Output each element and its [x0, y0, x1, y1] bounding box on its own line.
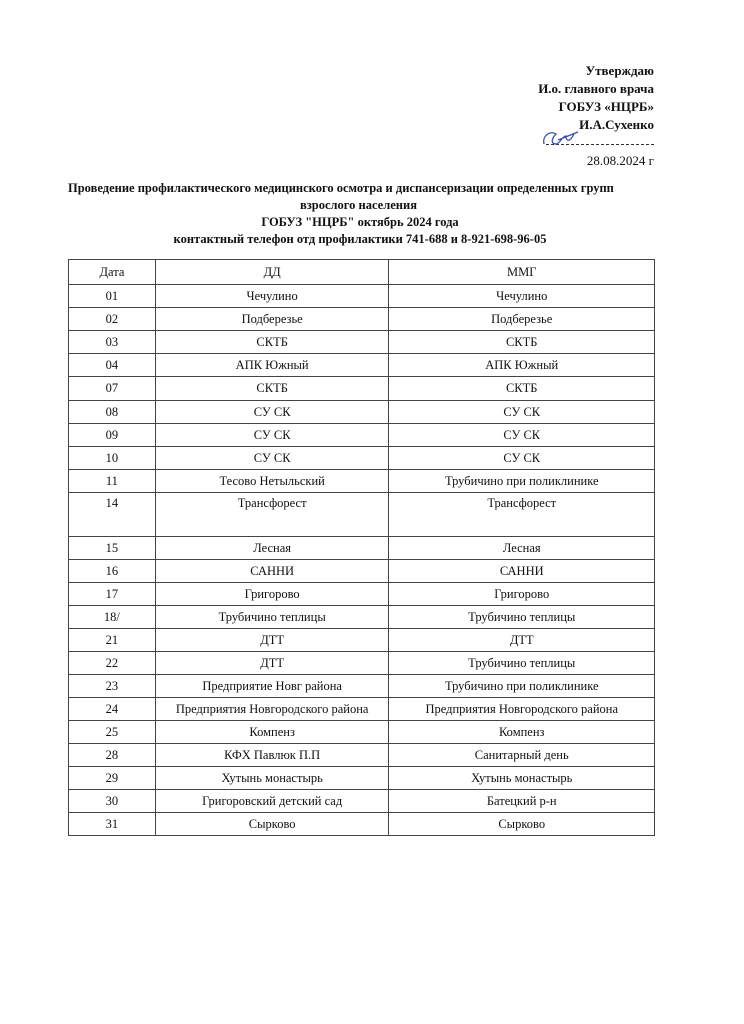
table-row [69, 721, 655, 744]
cell-dd: Подберезье [155, 308, 389, 331]
signature-line [538, 134, 654, 152]
table-body [69, 285, 655, 836]
cell-dd: Григоровский детский сад [155, 790, 389, 813]
table-row [69, 401, 655, 424]
cell-dd: Трансфорест [155, 493, 389, 537]
cell-dd: САННИ [155, 560, 389, 583]
cell-date: 29 [69, 767, 156, 790]
header-mmg: ММГ [389, 260, 655, 285]
table-row [69, 813, 655, 836]
cell-mmg: Трубичино при поликлинике [389, 675, 655, 698]
table-row [69, 285, 655, 308]
cell-date: 28 [69, 744, 156, 767]
cell-mmg: Предприятия Новгородского района [389, 698, 655, 721]
cell-date: 02 [69, 308, 156, 331]
cell-dd: СУ СК [155, 401, 389, 424]
cell-mmg: СУ СК [389, 401, 655, 424]
cell-mmg: Трансфорест [389, 493, 655, 537]
header-date: Дата [69, 260, 156, 285]
cell-date: 22 [69, 652, 156, 675]
heading-line-1: Проведение профилактического медицинского осмотра и диспансеризации определенных групп [68, 181, 614, 195]
cell-date: 10 [69, 447, 156, 470]
table-row [69, 790, 655, 813]
cell-date: 09 [69, 424, 156, 447]
handwritten-signature [540, 124, 580, 152]
cell-dd: Григорово [155, 583, 389, 606]
cell-dd: Тесово Нетыльский [155, 470, 389, 493]
cell-date: 17 [69, 583, 156, 606]
cell-dd: Лесная [155, 537, 389, 560]
table-row [69, 652, 655, 675]
cell-dd: ДТТ [155, 629, 389, 652]
cell-mmg: СКТБ [389, 331, 655, 354]
cell-mmg: Подберезье [389, 308, 655, 331]
cell-dd: ДТТ [155, 652, 389, 675]
cell-date: 08 [69, 401, 156, 424]
table-row [69, 767, 655, 790]
header-dd: ДД [155, 260, 389, 285]
cell-mmg: Чечулино [389, 285, 655, 308]
cell-date: 24 [69, 698, 156, 721]
cell-date: 15 [69, 537, 156, 560]
cell-dd: Сырково [155, 813, 389, 836]
table-row [69, 447, 655, 470]
cell-mmg: Компенз [389, 721, 655, 744]
cell-mmg: АПК Южный [389, 354, 655, 377]
heading-line-4: контактный телефон отд профилактики 741-688 и 8-921-698-96-05 [173, 232, 547, 246]
cell-dd: Компенз [155, 721, 389, 744]
cell-date: 23 [69, 675, 156, 698]
cell-date: 11 [69, 470, 156, 493]
table-row [69, 675, 655, 698]
cell-mmg: Трубичино при поликлинике [389, 470, 655, 493]
cell-mmg: САННИ [389, 560, 655, 583]
table-row [69, 560, 655, 583]
cell-mmg: Хутынь монастырь [389, 767, 655, 790]
cell-mmg: Трубичино теплицы [389, 652, 655, 675]
cell-dd: Предприятие Новг района [155, 675, 389, 698]
approval-date: 28.08.2024 г [586, 153, 654, 168]
cell-date: 25 [69, 721, 156, 744]
approval-organization: ГОБУЗ «НЦРБ» [558, 99, 654, 114]
table-row [69, 583, 655, 606]
table-row [69, 331, 655, 354]
document-heading [40, 180, 680, 248]
table-row [69, 698, 655, 721]
cell-dd: СУ СК [155, 447, 389, 470]
cell-mmg: ДТТ [389, 629, 655, 652]
cell-mmg: СКТБ [389, 377, 655, 401]
schedule-table [68, 259, 655, 836]
cell-date: 21 [69, 629, 156, 652]
cell-date: 16 [69, 560, 156, 583]
table-header-row [69, 260, 655, 285]
table-row [69, 470, 655, 493]
heading-line-2: взрослого населения [300, 198, 417, 212]
cell-date: 01 [69, 285, 156, 308]
cell-date: 14 [69, 493, 156, 537]
cell-date: 03 [69, 331, 156, 354]
cell-dd: АПК Южный [155, 354, 389, 377]
cell-dd: Трубичино теплицы [155, 606, 389, 629]
cell-dd: СУ СК [155, 424, 389, 447]
approval-name: И.А.Сухенко [579, 117, 654, 132]
cell-dd: Хутынь монастырь [155, 767, 389, 790]
cell-date: 31 [69, 813, 156, 836]
table-row [69, 744, 655, 767]
table-row [69, 537, 655, 560]
cell-mmg: СУ СК [389, 447, 655, 470]
cell-dd: СКТБ [155, 331, 389, 354]
cell-dd: СКТБ [155, 377, 389, 401]
cell-date: 04 [69, 354, 156, 377]
cell-mmg: Санитарный день [389, 744, 655, 767]
cell-mmg: Григорово [389, 583, 655, 606]
cell-dd: Чечулино [155, 285, 389, 308]
cell-mmg: Лесная [389, 537, 655, 560]
cell-mmg: Трубичино теплицы [389, 606, 655, 629]
cell-date: 18/ [69, 606, 156, 629]
table-row [69, 629, 655, 652]
cell-date: 07 [69, 377, 156, 401]
heading-line-3: ГОБУЗ "НЦРБ" октябрь 2024 года [261, 215, 459, 229]
table-row [69, 354, 655, 377]
cell-mmg: Батецкий р-н [389, 790, 655, 813]
table-row [69, 308, 655, 331]
cell-date: 30 [69, 790, 156, 813]
table-row [69, 424, 655, 447]
cell-dd: Предприятия Новгородского района [155, 698, 389, 721]
table-row [69, 606, 655, 629]
cell-mmg: Сырково [389, 813, 655, 836]
approval-title: Утверждаю [585, 63, 654, 78]
cell-mmg: СУ СК [389, 424, 655, 447]
cell-dd: КФХ Павлюк П.П [155, 744, 389, 767]
table-row [69, 493, 655, 537]
approval-position: И.о. главного врача [538, 81, 654, 96]
table-row [69, 377, 655, 401]
approval-block [538, 62, 654, 170]
